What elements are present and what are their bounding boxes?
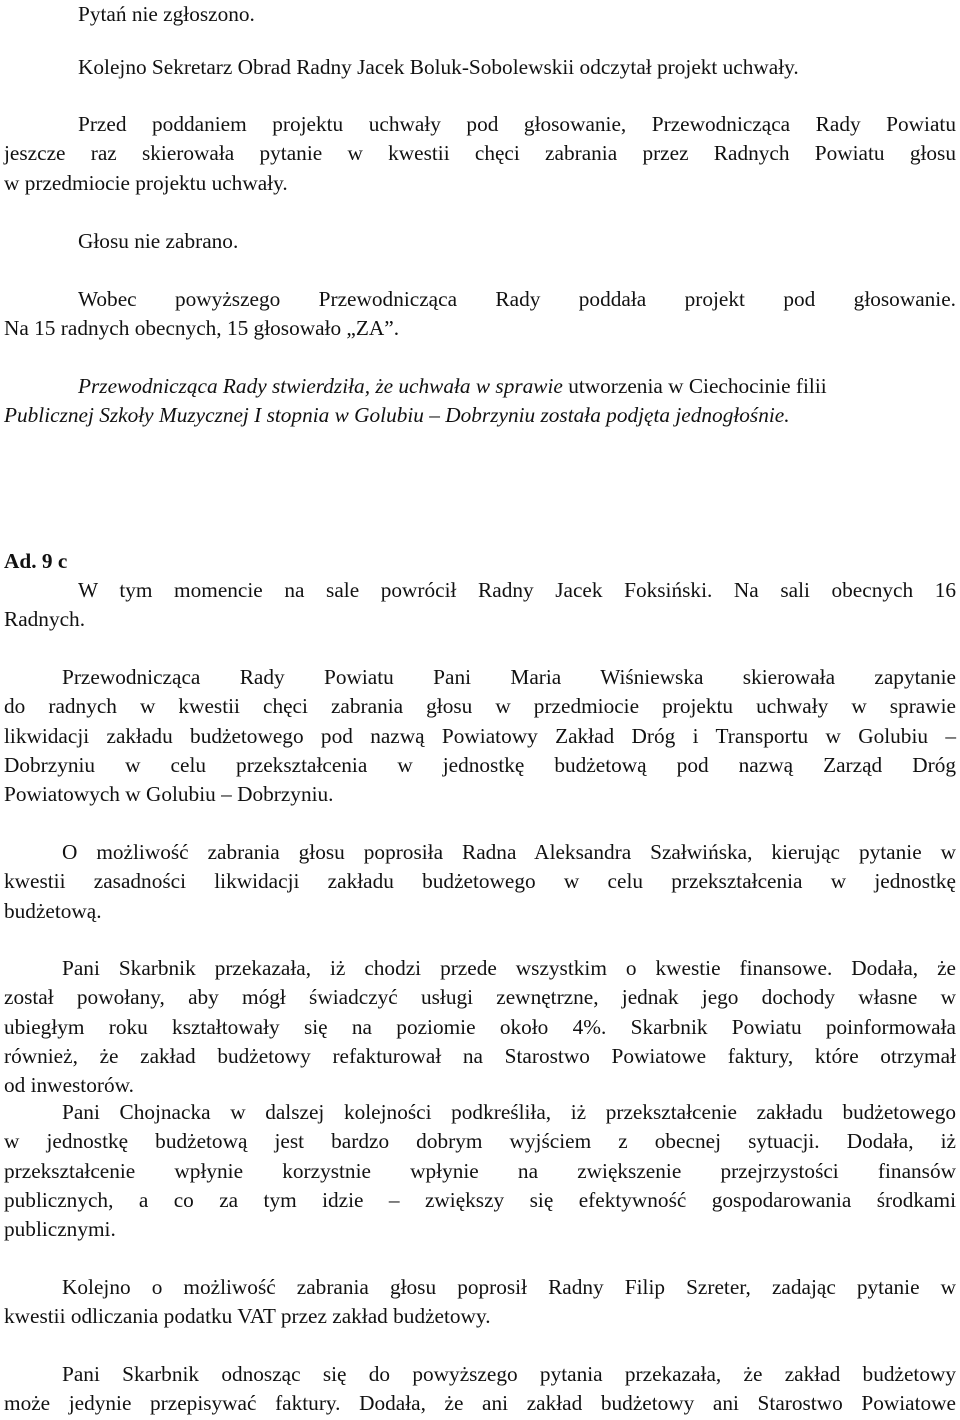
paragraph-vote-result <box>4 285 956 344</box>
text-line: również, że zakład budżetowy refakturował na Starostwo Powiatowe faktury, które otrzymał <box>4 1043 956 1068</box>
text-line: Publicznej Szkoły Muzycznej I stopnia w Golubiu – Dobrzyniu została podjęta jednogłośnie. <box>4 403 790 428</box>
text-line: Kolejno Sekretarz Obrad Radny Jacek Boluk-Sobolewskii odczytał projekt uchwały. <box>78 55 799 79</box>
paragraph-councilor-returned <box>4 576 956 635</box>
text-line: budżetową. <box>4 898 102 923</box>
paragraph-chair-question <box>4 663 956 809</box>
paragraph-chojnacka-statement <box>4 1098 956 1244</box>
text-line: publicznych, a co za tym idzie – zwiększy się efektywność gospodarowania środkami <box>4 1187 956 1212</box>
paragraph-before-voting <box>4 110 956 198</box>
text-line: Pytań nie zgłoszono. <box>78 2 255 26</box>
text-line: likwidacji zakładu budżetowego pod nazwą Powiatowy Zakład Dróg i Transportu w Golubiu – <box>4 723 956 748</box>
text-line: jeszcze raz skierowała pytanie w kwestii chęci zabrania przez Radnych Powiatu głosu <box>4 141 956 166</box>
text-line: O możliwość zabrania głosu poprosiła Radna Aleksandra Szałwińska, kierując pytanie w <box>62 840 956 864</box>
text-line: Pani Skarbnik odnosząc się do powyższego pytania przekazała, że zakład budżetowy <box>62 1362 956 1386</box>
paragraph-no-questions <box>4 0 956 29</box>
text-line <box>4 372 956 401</box>
text-line: Pani Chojnacka w dalszej kolejności podkreśliła, iż przekształcenie zakładu budżetowego <box>62 1100 956 1124</box>
text-line: Kolejno o możliwość zabrania głosu poprosił Radny Filip Szreter, zadając pytanie w <box>62 1275 956 1299</box>
text-line: Na 15 radnych obecnych, 15 głosowało „ZA”. <box>4 316 400 341</box>
paragraph-secretary-reading <box>4 53 956 82</box>
text-line: w przedmiocie projektu uchwały. <box>4 170 288 195</box>
text-line: Przewodnicząca Rady Powiatu Pani Maria Wiśniewska skierowała zapytanie <box>62 665 956 689</box>
paragraph-szalwinska-question <box>4 838 956 926</box>
text-line: do radnych w kwestii chęci zabrania głosu w przedmiocie projektu uchwały w sprawie <box>4 694 956 719</box>
text-line: Dobrzyniu w celu przekształcenia w jednostkę budżetową pod nazwą Zarząd Dróg <box>4 752 956 777</box>
text-line: Pani Skarbnik przekazała, iż chodzi przede wszystkim o kwestie finansowe. Dodała, że <box>62 956 956 980</box>
paragraph-treasurer-vat-answer <box>4 1360 956 1419</box>
heading-text: Ad. 9 c <box>4 549 68 573</box>
paragraph-treasurer-answer <box>4 954 956 1100</box>
paragraph-szreter-question <box>4 1273 956 1332</box>
text-line: Powiatowych w Golubiu – Dobrzyniu. <box>4 782 334 807</box>
text-line: kwestii odliczania podatku VAT przez zakład budżetowy. <box>4 1304 491 1329</box>
paragraph-resolution-adopted <box>4 372 956 431</box>
text-line: od inwestorów. <box>4 1073 134 1098</box>
text-line: został powołany, aby mógł świadczyć usługi zewnętrzne, jednak jego dochody własne w <box>4 985 956 1010</box>
text-line: Przed poddaniem projektu uchwały pod głosowanie, Przewodnicząca Rady Powiatu <box>78 112 956 136</box>
section-heading <box>4 547 956 576</box>
text-line: w jednostkę budżetową jest bardzo dobrym wyjściem z obecnej sytuacji. Dodała, iż <box>4 1129 956 1154</box>
text-line: Radnych. <box>4 607 86 632</box>
text-line: może jedynie przepisywać faktury. Dodała, że ani zakład budżetowy ani Starostwo Powiatowe <box>4 1391 956 1416</box>
normal-text: utworzenia w Ciechocinie filii <box>562 374 827 398</box>
paragraph-no-voice <box>4 227 956 256</box>
text-line: publicznymi. <box>4 1217 116 1242</box>
text-line: kwestii zasadności likwidacji zakładu budżetowego w celu przekształcenia w jednostkę <box>4 869 956 894</box>
text-line: W tym momencie na sale powrócił Radny Jacek Foksiński. Na sali obecnych 16 <box>78 578 956 602</box>
italic-text: Przewodnicząca Rady stwierdziła, że uchwała w sprawie <box>78 374 563 398</box>
text-line: przekształcenie wpłynie korzystnie wpłynie na zwiększenie przejrzystości finansów <box>4 1158 956 1183</box>
text-line: Głosu nie zabrano. <box>78 229 239 253</box>
text-line: ubiegłym roku kształtowały się na poziomie około 4%. Skarbnik Powiatu poinformowała <box>4 1014 956 1039</box>
text-line: Wobec powyższego Przewodnicząca Rady poddała projekt pod głosowanie. <box>78 287 956 311</box>
